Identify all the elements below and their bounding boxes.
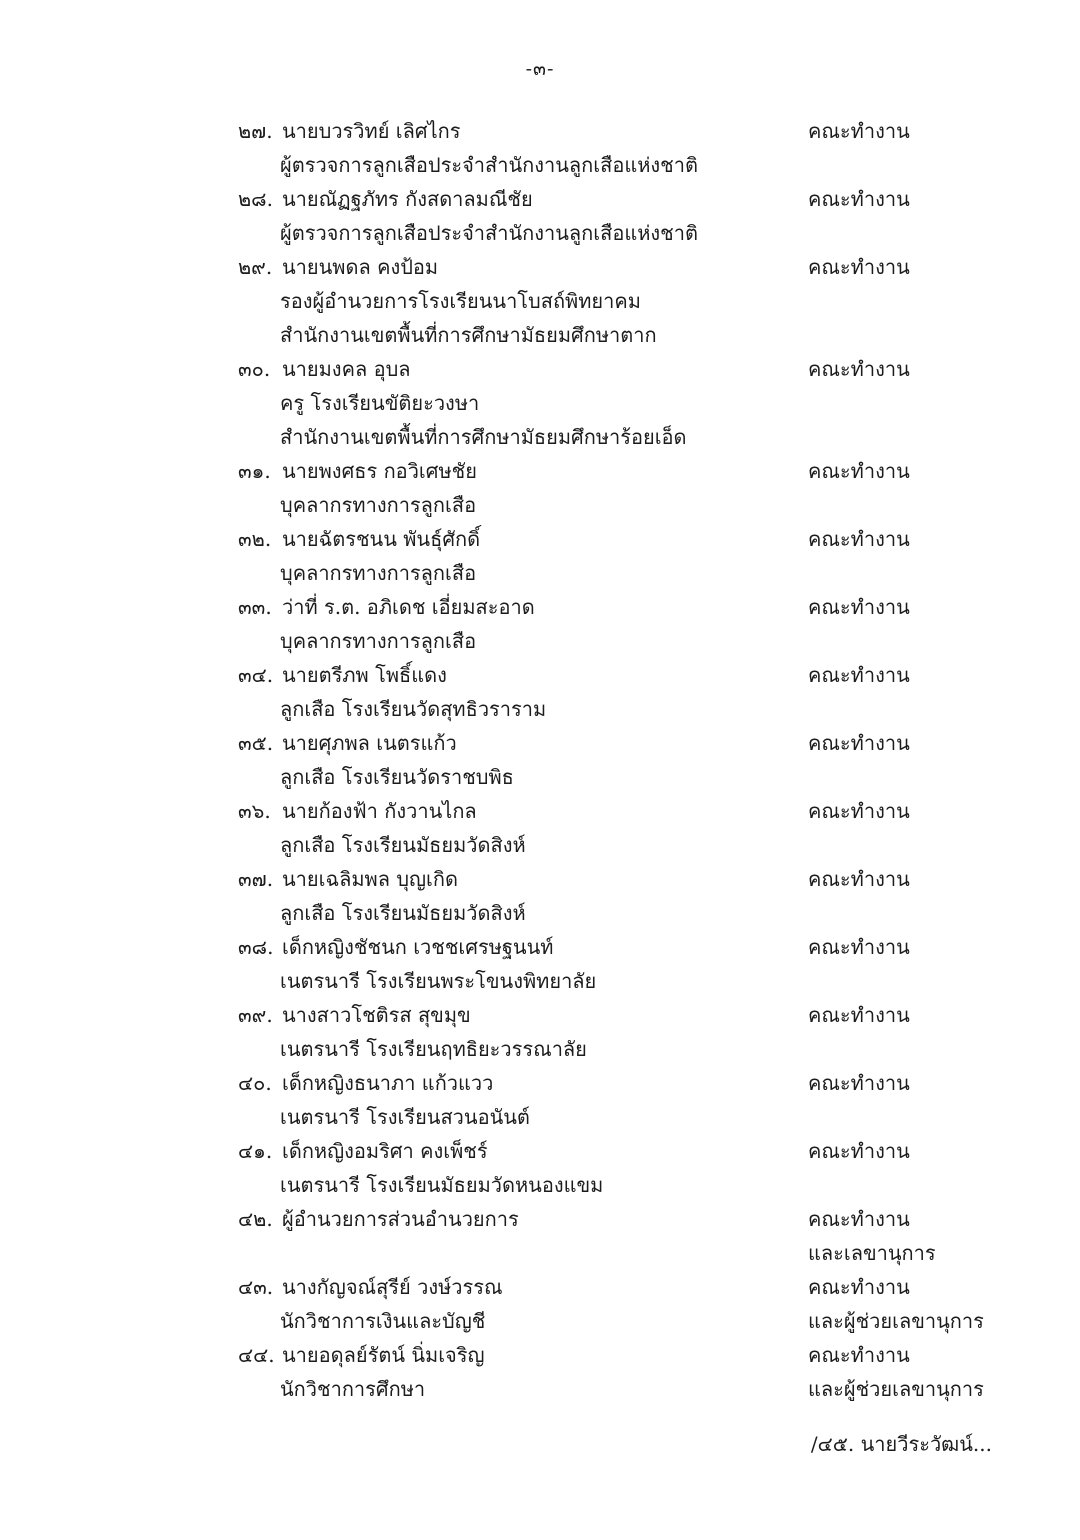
entry-line [0,1168,1080,1202]
entry-name: นายก้องฟ้า กังวานไกล [282,799,477,823]
entry-line [0,318,1080,352]
entry-role: คณะทำงาน [808,1275,910,1299]
list-item [0,862,1080,930]
entry-position: เนตรนารี โรงเรียนสวนอนันต์ [280,1105,530,1129]
entry-position: ผู้ตรวจการลูกเสือประจำสำนักงานลูกเสือแห่งชาติ [280,153,698,177]
entry-line [0,1134,1080,1168]
entry-role: คณะทำงาน [808,663,910,687]
entry-line [0,726,1080,760]
entry-position: บุคลากรทางการลูกเสือ [280,493,477,517]
entry-number: ๒๗. [238,119,273,143]
list-item [0,182,1080,250]
entry-role: และผู้ช่วยเลขานุการ [808,1377,984,1401]
entry-line [0,998,1080,1032]
entry-line [0,862,1080,896]
entry-number: ๓๕. [238,731,274,755]
list-item [0,114,1080,182]
entry-line [0,1270,1080,1304]
entry-line [0,760,1080,794]
entry-role: คณะทำงาน [808,527,910,551]
entry-line [0,182,1080,216]
entry-name: นายตรีภพ โพธิ์แดง [282,663,447,687]
member-list [0,114,1080,1406]
entry-role: คณะทำงาน [808,187,910,211]
list-item [0,352,1080,454]
entry-name: นายฉัตรชนน พันธุ์ศักดิ์ [282,527,481,551]
entry-role: คณะทำงาน [808,1003,910,1027]
entry-line [0,1066,1080,1100]
entry-number: ๓๑. [238,459,271,483]
entry-line [0,454,1080,488]
entry-role: คณะทำงาน [808,799,910,823]
entry-position: บุคลากรทางการลูกเสือ [280,629,477,653]
entry-name: เด็กหญิงชัชนก เวชชเศรษฐนนท์ [282,935,554,959]
entry-position: เนตรนารี โรงเรียนพระโขนงพิทยาลัย [280,969,597,993]
entry-number: ๔๒. [238,1207,273,1231]
list-item [0,930,1080,998]
entry-number: ๓๓. [238,595,272,619]
entry-name: เด็กหญิงอมริศา คงเพ็ชร์ [282,1139,488,1163]
entry-position: ลูกเสือ โรงเรียนมัธยมวัดสิงห์ [280,833,526,857]
list-item [0,726,1080,794]
list-item [0,1202,1080,1270]
entry-number: ๒๘. [238,187,273,211]
list-item [0,1338,1080,1406]
entry-name: นายมงคล อุบล [282,357,411,381]
list-item [0,1066,1080,1134]
entry-name: นายณัฏฐภัทร กังสดาลมณีชัย [282,187,533,211]
entry-position: สำนักงานเขตพื้นที่การศึกษามัธยมศึกษาร้อยเอ็ด [280,425,687,449]
entry-name: เด็กหญิงธนาภา แก้วแวว [282,1071,494,1095]
entry-name: นายนพดล คงป้อม [282,255,439,279]
entry-role: คณะทำงาน [808,357,910,381]
entry-line [0,1236,1080,1270]
entry-number: ๓๒. [238,527,272,551]
entry-line [0,250,1080,284]
entry-line [0,386,1080,420]
entry-role: คณะทำงาน [808,595,910,619]
entry-role: คณะทำงาน [808,935,910,959]
entry-number: ๒๙. [238,255,273,279]
entry-role: และผู้ช่วยเลขานุการ [808,1309,984,1333]
entry-role: คณะทำงาน [808,255,910,279]
entry-line [0,1032,1080,1066]
entry-number: ๔๑. [238,1139,273,1163]
entry-line [0,1202,1080,1236]
entry-line [0,930,1080,964]
entry-line [0,1304,1080,1338]
entry-position: ลูกเสือ โรงเรียนวัดราชบพิธ [280,765,514,789]
entry-role: คณะทำงาน [808,731,910,755]
entry-line [0,284,1080,318]
entry-position: นักวิชาการศึกษา [280,1377,426,1401]
list-item [0,250,1080,352]
entry-name: ว่าที่ ร.ต. อภิเดช เอี่ยมสะอาด [282,595,535,619]
entry-role: และเลขานุการ [808,1241,936,1265]
entry-position: สำนักงานเขตพื้นที่การศึกษามัธยมศึกษาตาก [280,323,657,347]
entry-number: ๓๐. [238,357,271,381]
entry-name: นางสาวโชติรส สุขมุข [282,1003,471,1027]
entry-name: นายบวรวิทย์ เลิศไกร [282,119,461,143]
entry-line [0,624,1080,658]
entry-number: ๔๔. [238,1343,275,1367]
list-item [0,522,1080,590]
list-item [0,794,1080,862]
entry-line [0,556,1080,590]
list-item [0,1134,1080,1202]
entry-line [0,590,1080,624]
entry-name: นายศุภพล เนตรแก้ว [282,731,457,755]
entry-role: คณะทำงาน [808,119,910,143]
entry-role: คณะทำงาน [808,1139,910,1163]
entry-role: คณะทำงาน [808,1071,910,1095]
entry-line [0,1372,1080,1406]
entry-line [0,658,1080,692]
entry-position: ผู้ตรวจการลูกเสือประจำสำนักงานลูกเสือแห่งชาติ [280,221,698,245]
entry-position: เนตรนารี โรงเรียนมัธยมวัดหนองแขม [280,1173,604,1197]
list-item [0,998,1080,1066]
entry-line [0,352,1080,386]
entry-line [0,896,1080,930]
entry-role: คณะทำงาน [808,867,910,891]
entry-number: ๓๗. [238,867,274,891]
entry-position: รองผู้อำนวยการโรงเรียนนาโบสถ์พิทยาคม [280,289,641,313]
list-item [0,454,1080,522]
entry-line [0,964,1080,998]
entry-position: ลูกเสือ โรงเรียนวัดสุทธิวราราม [280,697,547,721]
entry-name: นางกัญจณ์สุรีย์ วงษ์วรรณ [282,1275,503,1299]
entry-number: ๔๓. [238,1275,274,1299]
entry-number: ๓๖. [238,799,271,823]
entry-line [0,148,1080,182]
entry-position: นักวิชาการเงินและบัญชี [280,1309,486,1333]
entry-number: ๔๐. [238,1071,272,1095]
entry-line [0,114,1080,148]
list-item [0,658,1080,726]
entry-line [0,216,1080,250]
entry-role: คณะทำงาน [808,1207,910,1231]
entry-number: ๓๙. [238,1003,273,1027]
entry-position: บุคลากรทางการลูกเสือ [280,561,477,585]
entry-line [0,420,1080,454]
page-number: -๓- [525,58,555,80]
entry-position: เนตรนารี โรงเรียนฤทธิยะวรรณาลัย [280,1037,587,1061]
entry-role: คณะทำงาน [808,1343,910,1367]
entry-number: ๓๘. [238,935,274,959]
entry-name: นายเฉลิมพล บุญเกิด [282,867,458,891]
entry-line [0,1338,1080,1372]
entry-line [0,794,1080,828]
entry-name: นายอดุลย์รัตน์ นิ่มเจริญ [282,1343,485,1367]
list-item [0,590,1080,658]
entry-name: ผู้อำนวยการส่วนอำนวยการ [282,1207,519,1231]
entry-position: ลูกเสือ โรงเรียนมัธยมวัดสิงห์ [280,901,526,925]
list-item [0,1270,1080,1338]
entry-line [0,1100,1080,1134]
entry-line [0,692,1080,726]
entry-number: ๓๔. [238,663,274,687]
entry-role: คณะทำงาน [808,459,910,483]
entry-line [0,488,1080,522]
entry-position: ครู โรงเรียนขัติยะวงษา [280,391,480,415]
continuation-footer: /๔๕. นายวีระวัฒน์... [810,1432,992,1456]
entry-line [0,828,1080,862]
entry-line [0,522,1080,556]
entry-name: นายพงศธร กอวิเศษชัย [282,459,477,483]
